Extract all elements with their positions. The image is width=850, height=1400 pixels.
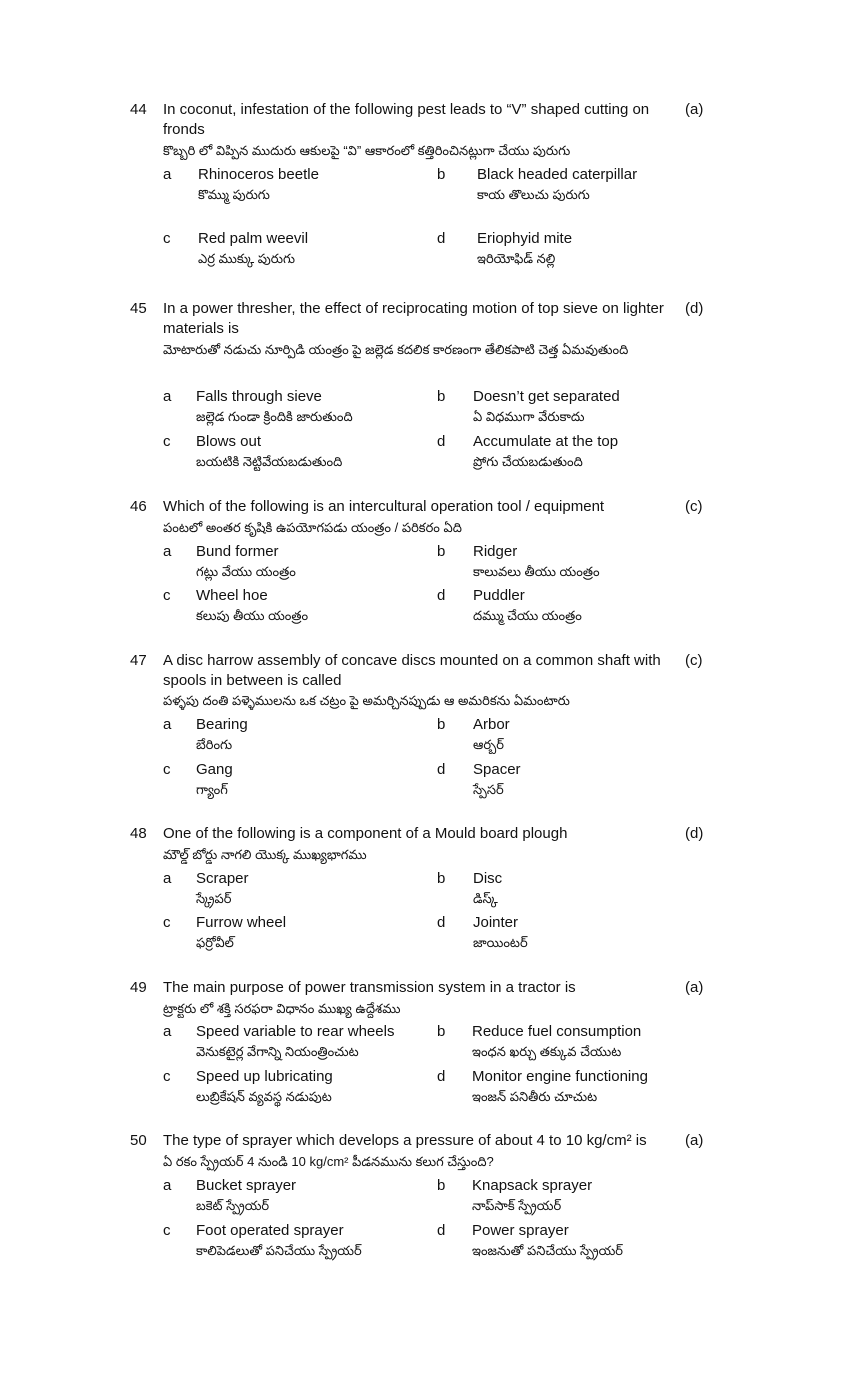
- option-text-english: Gang: [196, 761, 233, 778]
- option-text-telugu: ఫర్రోవీల్: [196, 935, 234, 950]
- option-letter: c: [163, 1222, 171, 1239]
- option-text-english: Monitor engine functioning: [472, 1068, 648, 1085]
- answer-key: (a): [685, 1132, 704, 1149]
- option-text-telugu: గట్లు వేయు యంత్రం: [196, 564, 296, 579]
- answer-key: (d): [685, 825, 704, 842]
- option-letter: c: [163, 761, 171, 778]
- option-text-telugu: ఎర్ర ముక్కు పురుగు: [198, 251, 296, 266]
- option-text-telugu: కలుపు తీయు యంత్రం: [196, 608, 309, 623]
- question-number: 49: [130, 979, 147, 996]
- option-letter: a: [163, 166, 172, 183]
- question-number: 45: [130, 300, 147, 317]
- question-text-english: One of the following is a component of a Mould board plough: [163, 825, 568, 842]
- option-letter: d: [437, 761, 446, 778]
- option-letter: b: [437, 870, 446, 887]
- option-letter: d: [437, 914, 446, 931]
- question-text-telugu: కొబ్బరి లో విప్పిన ముదురు ఆకులపై “వి” ఆకారంలో కత్తిరించినట్లుగా చేయు పురుగు: [163, 143, 571, 158]
- option-text-english: Rhinoceros beetle: [198, 166, 319, 183]
- option-text-english: Eriophyid mite: [477, 230, 573, 247]
- option-letter: c: [163, 1068, 171, 1085]
- question-text-telugu: మోటారుతో నడుచు నూర్పిడి యంత్రం పై జల్లెడ కదలిక కారణంగా తేలికపాటి చెత్త ఏమవుతుంది: [163, 342, 629, 357]
- option-letter: c: [163, 230, 171, 247]
- option-letter: b: [437, 716, 446, 733]
- question-text-telugu: పంటలో అంతర కృషికి ఉపయోగపడు యంత్రం / పరికరం ఏది: [163, 520, 462, 535]
- question-text-english: In coconut, infestation of the following pest leads to “V” shaped cutting on fronds: [163, 101, 650, 138]
- option-text-english: Wheel hoe: [196, 587, 268, 604]
- question-number: 47: [130, 652, 147, 669]
- option-text-telugu: నాప్‌సాక్ స్ప్రేయర్: [472, 1198, 562, 1213]
- option-text-telugu: ఏ విధముగా వేరుకాదు: [473, 409, 585, 424]
- option-text-telugu: ఆర్బర్: [473, 737, 504, 752]
- question-text-telugu: మౌల్డ్ బోర్డు నాగలి యొక్క ముఖ్యభాగము: [163, 847, 367, 862]
- option-letter: d: [437, 433, 446, 450]
- option-text-english: Jointer: [473, 914, 519, 931]
- option-letter: c: [163, 914, 171, 931]
- option-letter: d: [437, 587, 446, 604]
- option-text-telugu: బకెట్ స్ప్రేయర్: [196, 1198, 270, 1213]
- option-letter: a: [163, 543, 172, 560]
- option-text-english: Power sprayer: [472, 1222, 569, 1239]
- option-text-english: Puddler: [473, 587, 525, 604]
- option-text-telugu: ఇంజన్ పనితీరు చూచుట: [472, 1089, 598, 1104]
- option-letter: b: [437, 543, 446, 560]
- answer-key: (c): [685, 498, 703, 515]
- question-text-telugu: పళ్ళపు దంతి పళ్ళెములను ఒక చట్రం పై అమర్చినప్పుడు ఆ అమరికను ఏమంటారు: [163, 693, 570, 708]
- option-text-english: Reduce fuel consumption: [472, 1023, 642, 1040]
- option-text-english: Foot operated sprayer: [196, 1222, 344, 1239]
- option-text-english: Arbor: [473, 716, 510, 733]
- option-letter: c: [163, 587, 171, 604]
- option-letter: c: [163, 433, 171, 450]
- option-text-english: Accumulate at the top: [473, 433, 619, 450]
- option-letter: d: [437, 1068, 446, 1085]
- option-letter: d: [437, 1222, 446, 1239]
- option-text-telugu: ఇంధన ఖర్చు తక్కువ చేయుట: [472, 1044, 622, 1059]
- question-text-english: A disc harrow assembly of concave discs mounted on a common shaft with spools in between is called: [163, 652, 661, 689]
- option-text-telugu: కాలువలు తీయు యంత్రం: [473, 564, 600, 579]
- option-text-english: Black headed caterpillar: [477, 166, 638, 183]
- option-text-english: Falls through sieve: [196, 388, 322, 405]
- answer-key: (d): [685, 300, 704, 317]
- option-text-telugu: కాలిపెడలుతో పనిచేయు స్ప్రేయర్: [196, 1243, 362, 1258]
- question-text-english: Which of the following is an intercultural operation tool / equipment: [163, 498, 605, 515]
- answer-key: (a): [685, 979, 704, 996]
- option-text-english: Bearing: [196, 716, 248, 733]
- option-text-telugu: దమ్ము చేయు యంత్రం: [473, 608, 582, 623]
- option-text-telugu: గ్యాంగ్: [196, 782, 228, 797]
- option-letter: b: [437, 166, 446, 183]
- option-text-english: Bund former: [196, 543, 279, 560]
- option-letter: a: [163, 1023, 172, 1040]
- option-text-telugu: స్క్రేపర్: [196, 891, 232, 906]
- option-text-english: Speed up lubricating: [196, 1068, 333, 1085]
- option-text-telugu: ప్రోగు చేయబడుతుంది: [473, 454, 583, 469]
- question-text-english: In a power thresher, the effect of reciprocating motion of top sieve on lighter materials is: [163, 300, 664, 337]
- option-text-telugu: స్పేసర్: [473, 782, 504, 797]
- question-number: 50: [130, 1132, 147, 1149]
- question-text-telugu: ఏ రకం స్ప్రేయర్ 4 నుండి 10 kg/cm² పీడనమును కలుగ చేస్తుంది?: [163, 1154, 494, 1169]
- option-letter: b: [437, 1023, 446, 1040]
- option-text-english: Speed variable to rear wheels: [196, 1023, 395, 1040]
- option-text-english: Furrow wheel: [196, 914, 287, 931]
- option-text-telugu: ఇంజనుతో పనిచేయు స్ప్రేయర్: [472, 1243, 624, 1258]
- option-text-english: Bucket sprayer: [196, 1177, 297, 1194]
- option-text-english: Blows out: [196, 433, 262, 450]
- option-text-telugu: కొమ్ము పురుగు: [198, 187, 270, 202]
- option-text-english: Spacer: [473, 761, 521, 778]
- option-text-telugu: జాయింటర్: [473, 935, 528, 950]
- option-text-telugu: బయటికి నెట్టివేయబడుతుంది: [196, 454, 343, 469]
- option-text-english: Ridger: [473, 543, 518, 560]
- option-text-telugu: డిస్క్: [473, 891, 498, 906]
- option-letter: a: [163, 716, 172, 733]
- option-text-telugu: బేరింగు: [196, 737, 233, 752]
- question-number: 46: [130, 498, 147, 515]
- option-text-english: Disc: [473, 870, 503, 887]
- question-text-english: The type of sprayer which develops a pressure of about 4 to 10 kg/cm² is: [163, 1132, 647, 1149]
- question-number: 48: [130, 825, 147, 842]
- option-text-telugu: ఇరియోఫిడ్ నల్లి: [477, 251, 556, 266]
- option-text-telugu: జల్లెడ గుండా క్రిందికి జారుతుంది: [196, 409, 353, 424]
- question-number: 44: [130, 101, 147, 118]
- option-letter: a: [163, 388, 172, 405]
- option-letter: d: [437, 230, 446, 247]
- option-text-english: Doesn’t get separated: [473, 388, 620, 405]
- option-text-telugu: కాయ తొలుచు పురుగు: [477, 187, 590, 202]
- question-text-english: The main purpose of power transmission system in a tractor is: [163, 979, 576, 996]
- option-text-english: Scraper: [196, 870, 249, 887]
- option-letter: b: [437, 1177, 446, 1194]
- option-text-english: Red palm weevil: [198, 230, 309, 247]
- option-letter: a: [163, 870, 172, 887]
- option-text-telugu: వెనుకటైర్ల వేగాన్ని నియంత్రించుట: [196, 1044, 359, 1059]
- question-text-telugu: ట్రాక్టరు లో శక్తి సరఫరా విధానం ముఖ్య ఉద్దేశము: [163, 1001, 401, 1016]
- answer-key: (a): [685, 101, 704, 118]
- option-text-telugu: లుబ్రికేషన్ వ్యవస్థ నడుపుట: [196, 1089, 332, 1104]
- answer-key: (c): [685, 652, 703, 669]
- option-text-english: Knapsack sprayer: [472, 1177, 593, 1194]
- option-letter: a: [163, 1177, 172, 1194]
- option-letter: b: [437, 388, 446, 405]
